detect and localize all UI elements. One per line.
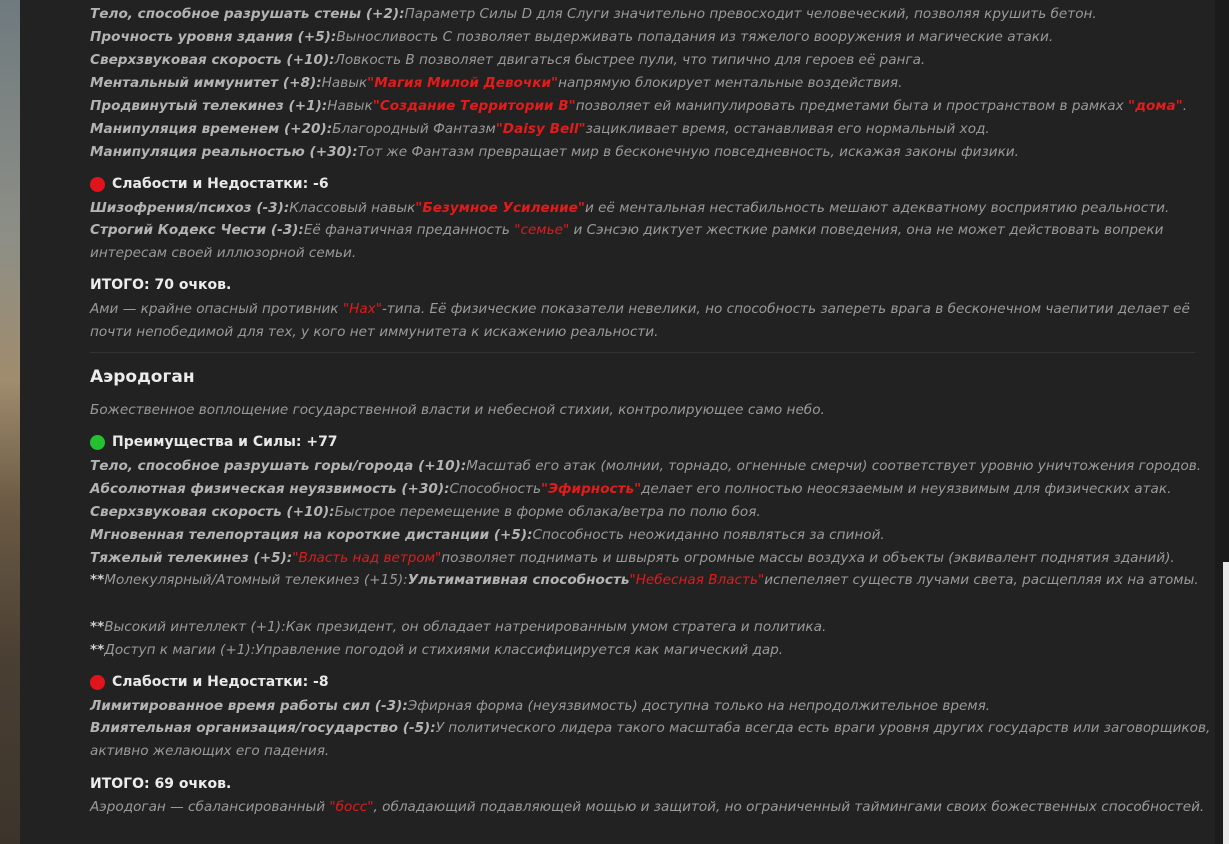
section-title-aerodogan: Аэродоган bbox=[90, 367, 195, 387]
ami-strength-1: Тело, способное разрушать стены (+2):Параметр Силы D для Слуги значительно превосходит человеческий, позволяя крушить бетон. bbox=[90, 6, 1097, 22]
ami-strength-3: Сверхзвуковая скорость (+10):Ловкость B позволяет двигаться быстрее пули, что типично для героев её ранга. bbox=[90, 52, 926, 68]
scrollbar-track[interactable] bbox=[1223, 562, 1229, 844]
aero-strength-6: **Молекулярный/Атомный телекинез (+15):Ультимативная способность"Небесная Власть"испепеляет существ лучами света, расщепляя их на атомы. bbox=[90, 572, 1199, 588]
background-landscape-left bbox=[0, 0, 20, 844]
aero-weakness-1: Лимитированное время работы сил (-3):Эфирная форма (неуязвимость) доступна только на непродолжительное время. bbox=[90, 698, 991, 714]
aero-strength-2: Абсолютная физическая неуязвимость (+30):Способность"Эфирность"делает его полностью неосязаемым и неуязвимым для физических атак. bbox=[90, 481, 1172, 497]
aero-total: ИТОГО: 69 очков. bbox=[90, 776, 232, 792]
aero-description: Божественное воплощение государственной власти и небесной стихии, контролирующее само небо. bbox=[90, 402, 825, 418]
ami-strength-6: Манипуляция временем (+20):Благородный Фантазм"Daisy Bell"зацикливает время, останавливая его нормальный ход. bbox=[90, 121, 990, 137]
ami-strength-2: Прочность уровня здания (+5):Выносливость C позволяет выдерживать попадания из тяжелого вооружения и магические атаки. bbox=[90, 29, 1054, 45]
aero-strengths-header: Преимущества и Силы: +77 bbox=[90, 434, 338, 450]
green-circle-icon bbox=[90, 435, 105, 450]
aero-strength-8: **Доступ к магии (+1):Управление погодой и стихиями классифицируется как магический дар. bbox=[90, 642, 784, 658]
ami-strength-4: Ментальный иммунитет (+8):Навык"Магия Милой Девочки"напрямую блокирует ментальные воздействия. bbox=[90, 75, 903, 91]
ami-weakness-2: Строгий Кодекс Чести (-3):Её фанатичная преданность "семье" и Сэнсэю диктует жесткие рамки поведения, она не может действовать вопреки интересам своей иллюзорной семьи. bbox=[90, 222, 1164, 261]
ami-total: ИТОГО: 70 очков. bbox=[90, 277, 232, 293]
section-divider bbox=[90, 352, 1195, 353]
ami-weaknesses-header: Слабости и Недостатки: -6 bbox=[90, 176, 329, 192]
aero-strength-4: Мгновенная телепортация на короткие дистанции (+5):Способность неожиданно появляться за спиной. bbox=[90, 527, 885, 543]
red-circle-icon bbox=[90, 675, 105, 690]
aero-summary: Аэродоган — сбалансированный "босс", обладающий подавляющей мощью и защитой, но ограниченный таймингами своих божественных способностей. bbox=[90, 799, 1205, 815]
aero-weaknesses-header: Слабости и Недостатки: -8 bbox=[90, 674, 329, 690]
ami-strength-5: Продвинутый телекинез (+1):Навык"Создание Территории B"позволяет ей манипулировать предметами быта и пространством в рамках "дома". bbox=[90, 98, 1188, 114]
ami-strength-7: Манипуляция реальностью (+30):Тот же Фантазм превращает мир в бесконечную повседневность, искажая законы физики. bbox=[90, 144, 1019, 160]
aero-strength-7: **Высокий интеллект (+1):Как президент, он обладает натренированным умом стратега и политика. bbox=[90, 619, 827, 635]
aero-strength-3: Сверхзвуковая скорость (+10):Быстрое перемещение в форме облака/ветра по полю боя. bbox=[90, 504, 761, 520]
ami-weakness-1: Шизофрения/психоз (-3):Классовый навык"Безумное Усиление"и её ментальная нестабильность мешают адекватному восприятию реальности. bbox=[90, 200, 1170, 216]
ami-summary: Ами — крайне опасный противник "Нах"-типа. Её физические показатели невелики, но способность запереть врага в бесконечном чаепитии делает её почти непобедимой для тех, у кого нет иммунитета к искажению реальности. bbox=[90, 301, 1190, 340]
aero-strength-5: Тяжелый телекинез (+5):"Власть над ветром"позволяет поднимать и швырять огромные массы воздуха и объекты (эквивалент поднятия зданий). bbox=[90, 550, 1175, 566]
red-circle-icon bbox=[90, 177, 105, 192]
aero-weakness-2: Влиятельная организация/государство (-5):У политического лидера такого масштаба всегда есть враги уровня других государств или заговорщиков, активно желающих его падения. bbox=[90, 720, 1211, 759]
aero-strength-1: Тело, способное разрушать горы/города (+10):Масштаб его атак (молнии, торнадо, огненные смерчи) соответствует уровню уничтожения городов. bbox=[90, 458, 1202, 474]
